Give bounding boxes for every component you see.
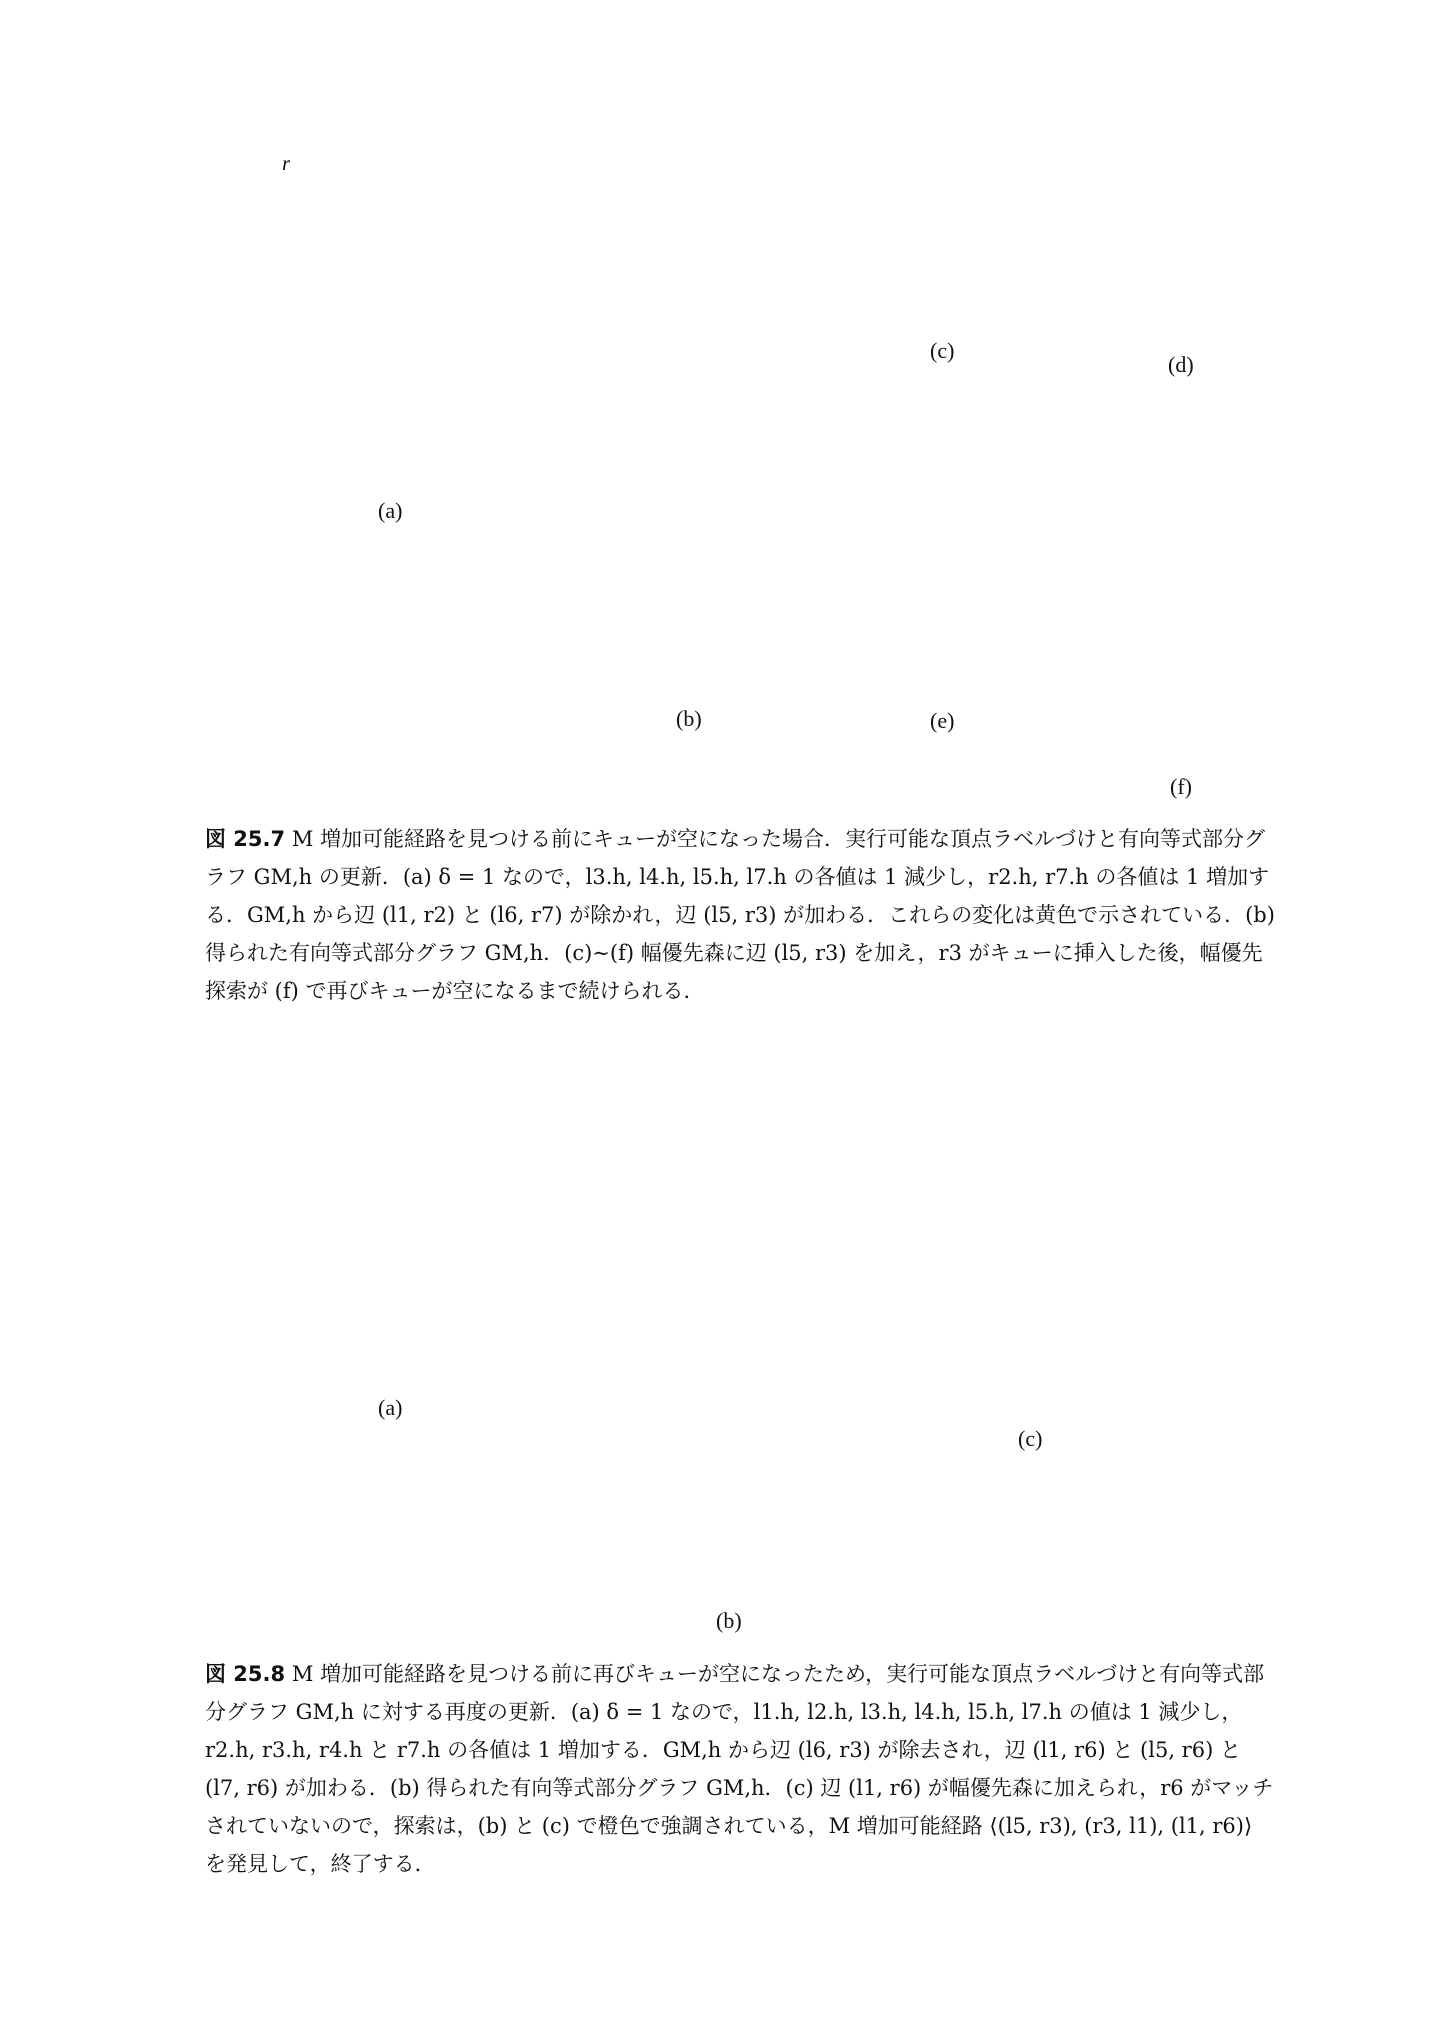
panel-label-e: (e): [930, 708, 955, 733]
col-header-r1: r: [282, 153, 290, 175]
panel-label-d: (d): [1168, 352, 1194, 377]
panel-label-b: (b): [676, 706, 702, 731]
caption-text-2: M 増加可能経路を見つける前に再びキューが空になったため，実行可能な頂点ラベルづけと有向等式部分グラフ GM,h に対する再度の更新．(a) δ = 1 なので，l1.h, l2.h, l3.h, l4.h, l5.h, l7.h の値は 1 減少し，r2.h, r3.h, r4.h と r7.h の各値は 1 増加する．GM,h から辺 (l6, r3) が除去され，辺 (l1, r6) と (l5, r6) と (l7, r6) が加わる．(b) 得られた有向等式部分グラフ GM,h．(c) 辺 (l1, r6) が幅優先森に加えられ，r6 がマッチされていないので，探索は，(b) と (c) で橙色で強調されている，M 増加可能経路 ⟨(l5, r3), (r3, l1), (l1, r6)⟩ を発見して，終了する．: [205, 1662, 1274, 1876]
caption-text: M 増加可能経路を見つける前にキューが空になった場合．実行可能な頂点ラベルづけと有向等式部分グラフ GM,h の更新．(a) δ = 1 なので，l3.h, l4.h, l5.h, l7.h の各値は 1 減少し，r2.h, r7.h の各値は 1 増加する．GM,h から辺 (l1, r2) と (l6, r7) が除かれ，辺 (l5, r3) が加わる．これらの変化は黄色で示されている．(b) 得られた有向等式部分グラフ GM,h．(c)∼(f) 幅優先森に辺 (l5, r3) を加え，r3 がキューに挿入した後，幅優先探索が (f) で再びキューが空になるまで続けられる．: [205, 827, 1275, 1003]
panel-label-a-2: (a): [378, 1395, 403, 1420]
panel-label-c-2: (c): [1018, 1426, 1043, 1451]
label-matrix-a: [282, 153, 290, 175]
panel-label-a: (a): [378, 498, 403, 523]
caption-number: 図 25.7: [205, 827, 286, 851]
panel-label-b-2: (b): [716, 1608, 742, 1633]
caption-number-2: 図 25.8: [205, 1662, 286, 1686]
panel-label-c: (c): [930, 338, 955, 363]
panel-label-f: (f): [1170, 774, 1192, 799]
figure-caption-25-8: [205, 1655, 1275, 1883]
figure-caption-25-7: [205, 820, 1275, 1010]
